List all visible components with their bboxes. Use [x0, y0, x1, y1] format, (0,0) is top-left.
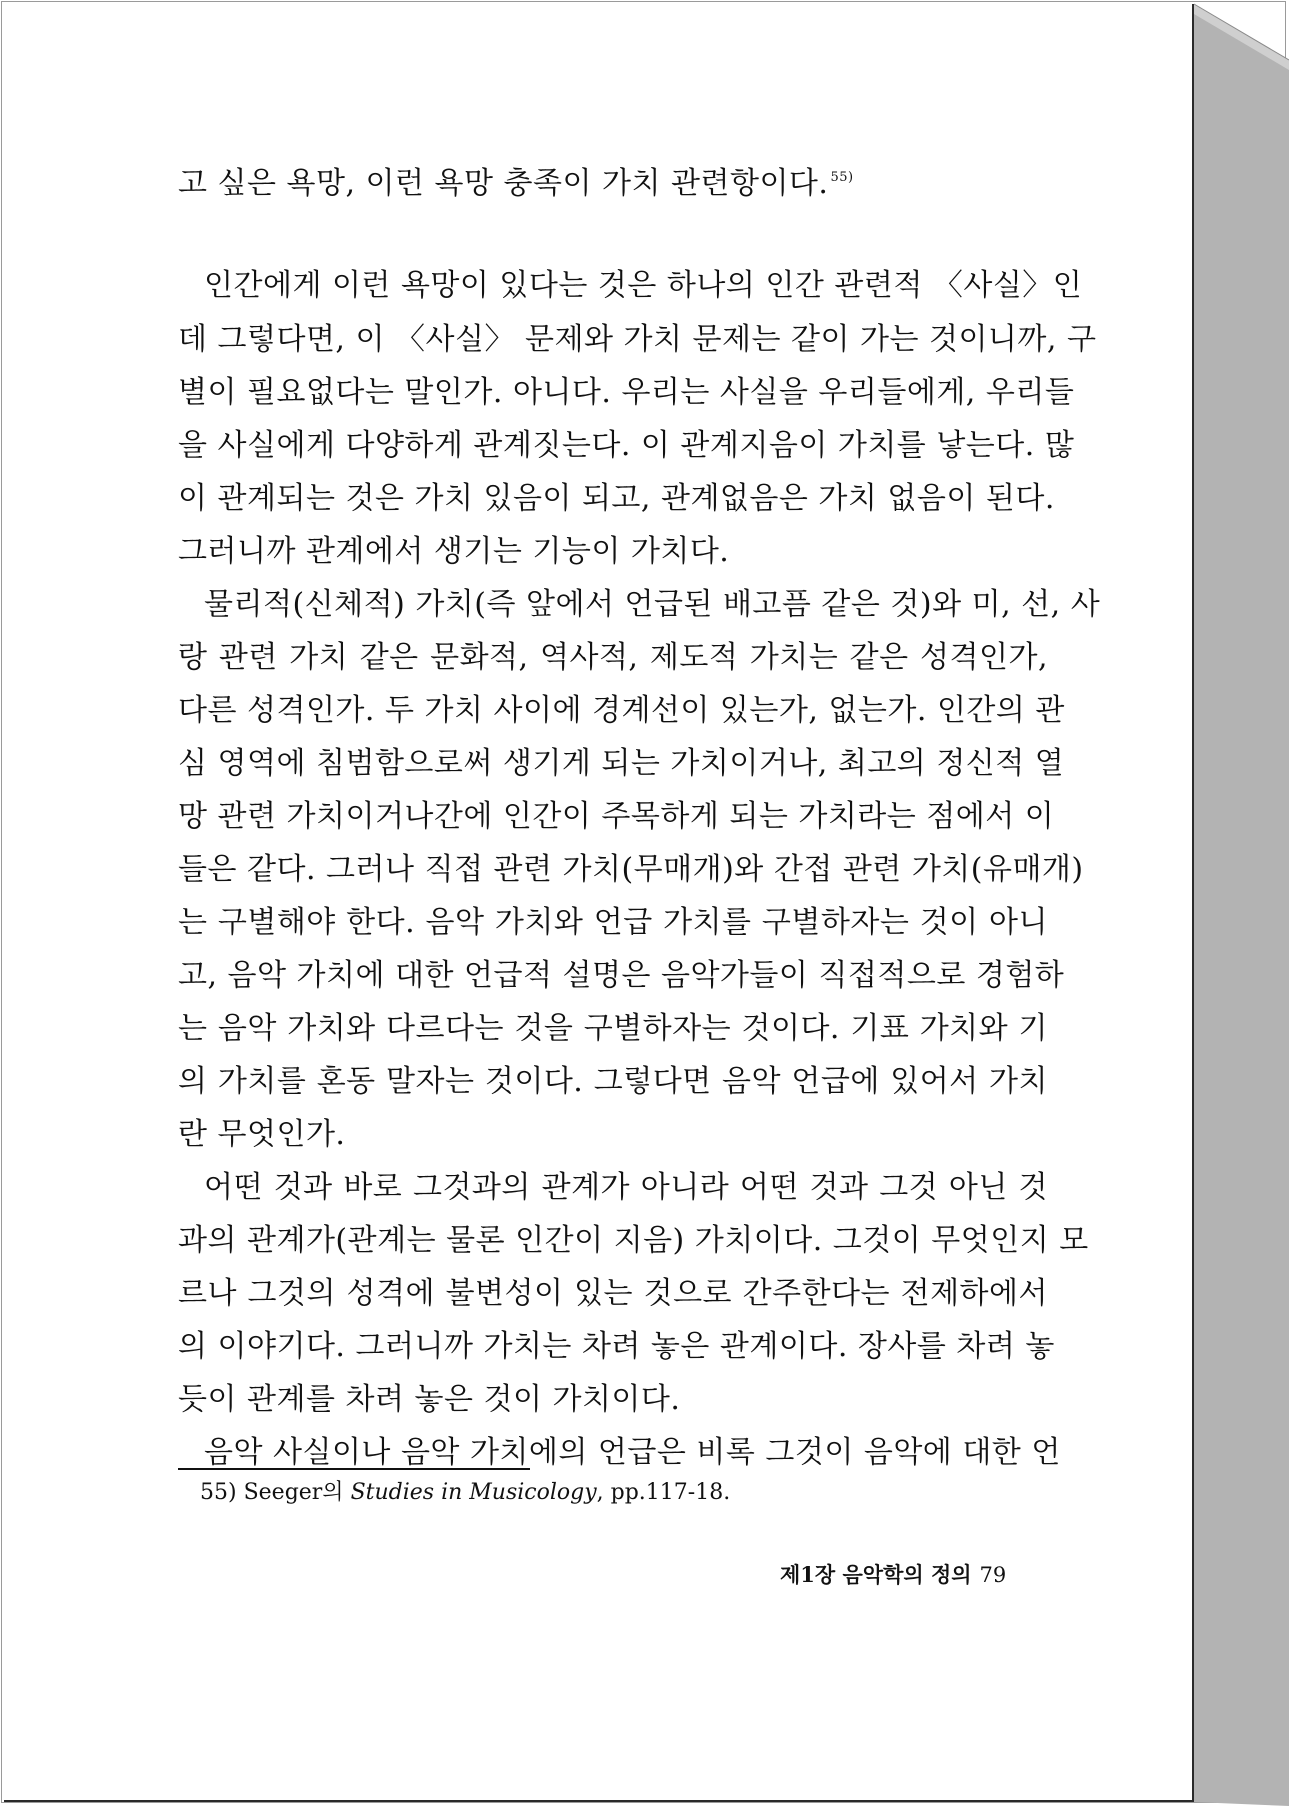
top-line-text: 고 싶은 욕망, 이런 욕망 충족이 가치 관련항이다. — [178, 166, 829, 201]
paragraph-2-line-7: 는 구별해야 한다. 음악 가치와 언급 가치를 구별하자는 것이 아니 — [178, 905, 1048, 940]
paragraph-1-line-2: 데 그렇다면, 이 〈사실〉 문제와 가치 문제는 같이 가는 것이니까, 구 — [178, 322, 1097, 357]
paragraph-3-line-2: 과의 관계가(관계는 물론 인간이 지음) 가치이다. 그것이 무엇인지 모 — [178, 1223, 1089, 1258]
paragraph-2-line-1: 물리적(신체적) 가치(즉 앞에서 언급된 배고픔 같은 것)와 미, 선, 사 — [204, 587, 1101, 622]
running-footer — [780, 1560, 1006, 1590]
paragraph-2-line-6: 들은 같다. 그러나 직접 관련 가치(무매개)와 간접 관련 가치(유매개) — [178, 852, 1084, 887]
paragraph-2-line-10: 의 가치를 혼동 말자는 것이다. 그렇다면 음악 언급에 있어서 가치 — [178, 1064, 1048, 1099]
top-line — [178, 164, 1048, 204]
paragraph-2-line-9: 는 음악 가치와 다르다는 것을 구별하자는 것이다. 기표 가치와 기 — [178, 1011, 1048, 1046]
page-number: 79 — [979, 1563, 1007, 1587]
paragraph-3-line-3: 르나 그것의 성격에 불변성이 있는 것으로 간주한다는 전제하에서 — [178, 1276, 1048, 1311]
paragraph-1-line-3: 별이 필요없다는 말인가. 아니다. 우리는 사실을 우리들에게, 우리들 — [178, 375, 1075, 410]
paragraph-1-line-6: 그러니까 관계에서 생기는 기능이 가치다. — [178, 534, 730, 569]
footnote-prefix: Seeger의 — [243, 1480, 344, 1505]
paragraph-1-line-4: 을 사실에게 다양하게 관계짓는다. 이 관계지음이 가치를 낳는다. 많 — [178, 428, 1075, 463]
paragraph-2-line-5: 망 관련 가치이거나간에 인간이 주목하게 되는 가치라는 점에서 이 — [178, 799, 1055, 834]
paragraph-3-line-4: 의 이야기다. 그러니까 가치는 차려 놓은 관계이다. 장사를 차려 놓 — [178, 1329, 1055, 1364]
paragraph-2-line-2: 랑 관련 가치 같은 문화적, 역사적, 제도적 가치는 같은 성격인가, — [178, 640, 1048, 675]
footnote-reference: 55) — [830, 170, 854, 185]
paragraph-2-line-8: 고, 음악 가치에 대한 언급적 설명은 음악가들이 직접적으로 경험하 — [178, 958, 1065, 993]
footnote-divider — [178, 1468, 530, 1470]
paragraph-3-line-1: 어떤 것과 바로 그것과의 관계가 아니라 어떤 것과 그것 아닌 것 — [204, 1170, 1048, 1205]
paragraph-1-line-5: 이 관계되는 것은 가치 있음이 되고, 관계없음은 가치 없음이 된다. — [178, 481, 1055, 516]
footnote — [200, 1478, 730, 1508]
paragraph-3-line-5: 듯이 관계를 차려 놓은 것이 가치이다. — [178, 1382, 681, 1417]
paragraph-4-line-1: 음악 사실이나 음악 가치에의 언급은 비록 그것이 음악에 대한 언 — [204, 1435, 1061, 1470]
footnote-number: 55) — [200, 1480, 237, 1505]
paragraph-2-line-3: 다른 성격인가. 두 가치 사이에 경계선이 있는가, 없는가. 인간의 관 — [178, 693, 1065, 728]
footnote-title: Studies in Musicology — [350, 1480, 597, 1505]
paragraph-2-line-11: 란 무엇인가. — [178, 1117, 346, 1152]
footnote-pages: , pp.117-18. — [596, 1480, 731, 1505]
paragraph-1-line-1: 인간에게 이런 욕망이 있다는 것은 하나의 인간 관련적 〈사실〉인 — [204, 268, 1083, 303]
paragraph-2-line-4: 심 영역에 침범함으로써 생기게 되는 가치이거나, 최고의 정신적 열 — [178, 746, 1065, 781]
chapter-title: 제1장 음악학의 정의 — [780, 1562, 972, 1587]
